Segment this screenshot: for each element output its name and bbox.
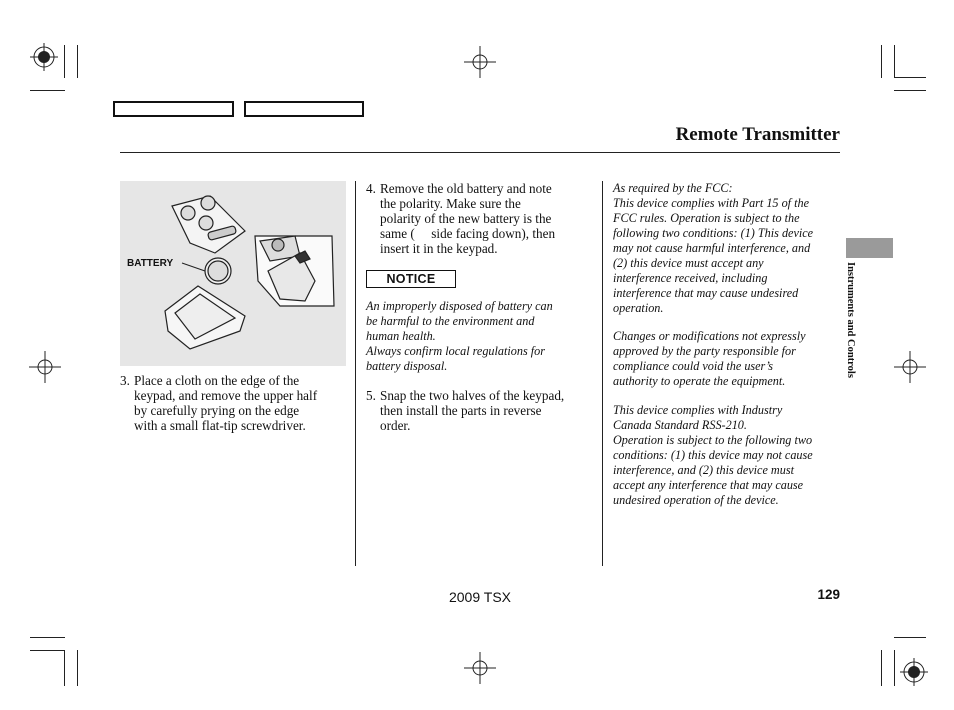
fcc-statement: [613, 181, 843, 316]
step-3-line: with a small flat-tip screwdriver.: [134, 418, 306, 433]
step-3: [120, 373, 352, 433]
battery-label: BATTERY: [127, 258, 174, 269]
fcc-line: following two conditions: (1) This device: [613, 226, 814, 240]
step-4-line: same ( side facing down), then: [380, 226, 556, 241]
notice-line: human health.: [366, 329, 436, 343]
step-4-number: 4.: [366, 181, 376, 196]
fcc-line: FCC rules. Operation is subject to the: [613, 211, 800, 225]
column-divider-2: [602, 181, 603, 566]
changes-line: approved by the party responsible for: [613, 344, 796, 358]
title-rule: [120, 152, 840, 153]
canada-line: interference, and (2) this device must: [613, 463, 794, 477]
canada-line: accept any interference that may cause: [613, 478, 804, 492]
changes-line: authority to operate the equipment.: [613, 374, 786, 388]
canada-line: Operation is subject to the following two: [613, 433, 813, 447]
column-divider-1: [355, 181, 356, 566]
step-4: [366, 181, 598, 256]
modifications-statement: [613, 329, 843, 389]
section-label: [846, 262, 866, 412]
step-5: [366, 388, 598, 433]
section-tab-marker[interactable]: [846, 238, 893, 258]
notice-line: Always confirm local regulations for: [366, 344, 545, 358]
nav-tab-contents[interactable]: [113, 101, 234, 117]
fcc-line: interference received, including: [613, 271, 768, 285]
fcc-line: (2) this device must accept any: [613, 256, 764, 270]
step-4-line: Remove the old battery and note: [380, 181, 552, 196]
notice-line: battery disposal.: [366, 359, 448, 373]
canada-line: undesired operation of the device.: [613, 493, 779, 507]
step-4-line: polarity of the new battery is the: [380, 211, 552, 226]
step-3-number: 3.: [120, 373, 130, 388]
notice-line: be harmful to the environment and: [366, 314, 535, 328]
step-5-number: 5.: [366, 388, 376, 403]
footer-model: 2009 TSX: [448, 589, 511, 605]
canada-line: This device complies with Industry: [613, 403, 783, 417]
fcc-line: interference that may cause undesired: [613, 286, 799, 300]
changes-line: Changes or modifications not expressly: [613, 329, 806, 343]
changes-line: compliance could void the user’s: [613, 359, 773, 373]
step-4-line: the polarity. Make sure the: [380, 196, 521, 211]
notice-text: [366, 299, 598, 374]
page-title: Remote Transmitter: [675, 124, 840, 145]
section-label-text: Instruments and Controls: [845, 262, 856, 378]
step-3-line: keypad, and remove the upper half: [134, 388, 318, 403]
step-3-line: by carefully prying on the edge: [134, 403, 300, 418]
nav-tab-index[interactable]: [244, 101, 364, 117]
notice-line: An improperly disposed of battery can: [366, 299, 553, 313]
step-3-line: Place a cloth on the edge of the: [134, 373, 300, 388]
step-5-line: order.: [380, 418, 411, 433]
canada-line: conditions: (1) this device may not cause: [613, 448, 813, 462]
fcc-line: may not cause harmful interference, and: [613, 241, 811, 255]
fcc-line: operation.: [613, 301, 664, 315]
fcc-line: This device complies with Part 15 of the: [613, 196, 809, 210]
fcc-line: As required by the FCC:: [613, 181, 733, 195]
step-5-line: then install the parts in reverse: [380, 403, 542, 418]
canada-line: Canada Standard RSS-210.: [613, 418, 747, 432]
industry-canada-statement: [613, 403, 843, 508]
battery-replacement-illustration: [120, 181, 346, 366]
step-5-line: Snap the two halves of the keypad,: [380, 388, 565, 403]
page-number: 129: [817, 587, 840, 602]
step-4-line: insert it in the keypad.: [380, 241, 498, 256]
notice-box: NOTICE: [366, 270, 456, 288]
